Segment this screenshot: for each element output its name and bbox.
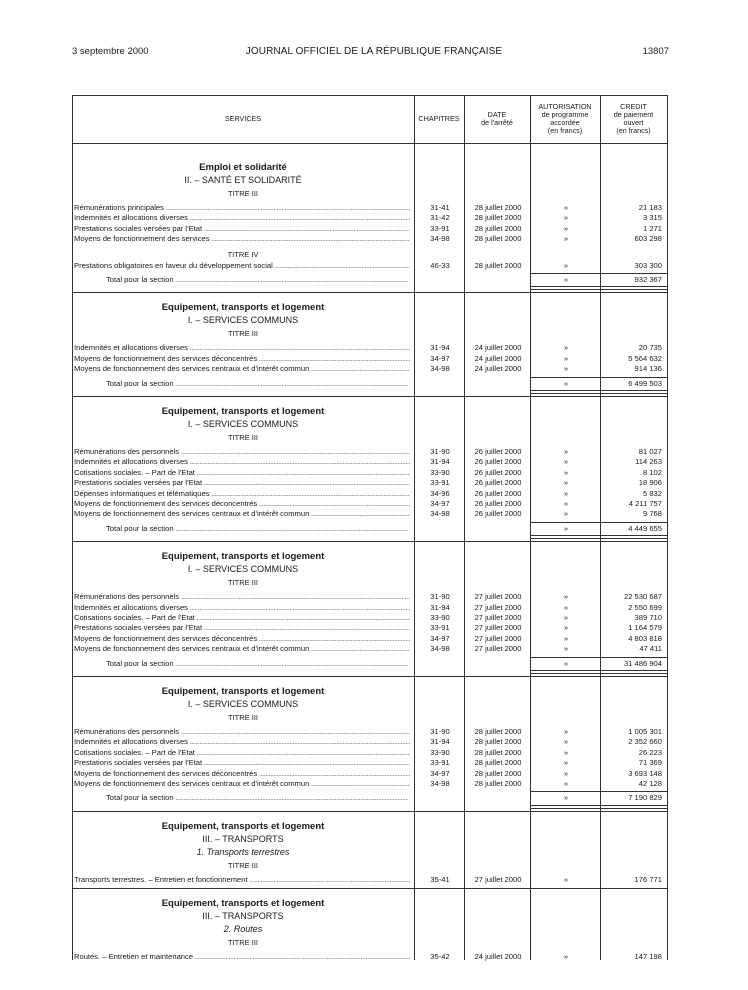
table-row [72, 758, 668, 768]
subtotal-rule [530, 273, 668, 274]
chapitre-cell: 34-98 [430, 234, 450, 244]
row-label: Rémunérations des personnels ..... [74, 727, 410, 737]
section-division-text: I. – SERVICES COMMUNS [187, 419, 299, 429]
row-label: Indemnités et allocations diverses ..... [74, 343, 410, 353]
autorisation-cell: » [563, 952, 569, 962]
date-cell: 26 juillet 2000 [474, 499, 522, 508]
credit-cell: 42 128 [638, 779, 662, 788]
date-cell: 28 juillet 2000 [474, 260, 522, 270]
section-titre [72, 576, 414, 589]
section-division-text: III. – TRANSPORTS [202, 833, 284, 844]
chapitre-cell: 33-90 [430, 467, 450, 477]
table-row [72, 468, 668, 478]
row-label: Moyens de fonctionnement des services déconcentrés ..... [74, 769, 410, 779]
autorisation-cell: » [563, 592, 569, 602]
section-separator [72, 811, 668, 812]
chapitre-cell: 34-98 [430, 364, 450, 374]
credit-cell: 114 263 [635, 457, 662, 467]
section-separator [72, 292, 668, 293]
table-row [72, 489, 668, 499]
date-cell: 26 juillet 2000 [474, 478, 522, 488]
autorisation-cell: » [563, 658, 569, 668]
table-row [72, 779, 668, 789]
table-row [72, 213, 668, 223]
autorisation-cell: » [563, 213, 569, 223]
chapitre-cell: 46-33 [430, 260, 450, 270]
section-subdivision [72, 923, 414, 936]
chapitre-cell: 34-97 [430, 353, 450, 363]
section-division-text: III. – TRANSPORTS [202, 911, 284, 922]
section-titre [72, 248, 414, 261]
table-row [72, 613, 668, 623]
row-label: Moyens de fonctionnement des services centraux et d'intérêt commun ..... [74, 509, 410, 519]
section-separator [72, 676, 668, 677]
chapitre-cell: 31-90 [430, 592, 450, 602]
autorisation-cell: » [563, 874, 569, 884]
date-cell: 28 juillet 2000 [474, 747, 522, 757]
table-row [72, 234, 668, 244]
autorisation-cell: » [563, 467, 569, 477]
chapitre-cell: 34-98 [430, 644, 450, 654]
credit-cell: 71 369 [638, 758, 662, 768]
row-label: Prestations sociales versées par l'Etat ..... [74, 758, 410, 768]
autorisation-cell: » [563, 275, 569, 284]
section-ministry-text: Equipement, transports et logement [161, 406, 325, 417]
row-label: Cotisations sociales. – Part de l'Etat ..... [74, 748, 410, 758]
table-row [72, 224, 668, 234]
chapitre-cell: 34-96 [430, 488, 450, 498]
row-label: Total pour la section ..... [106, 659, 408, 669]
section-subdivision-text: 1. Transports terrestres [196, 846, 290, 857]
section-ministry [72, 405, 414, 418]
credit-cell: 303 300 [634, 260, 662, 270]
table-row [72, 644, 668, 654]
section-separator [72, 888, 668, 889]
journal-title: JOURNAL OFFICIEL DE LA RÉPUBLIQUE FRANÇAISE [245, 46, 503, 57]
section-titre [72, 859, 414, 872]
date-cell: 28 juillet 2000 [474, 727, 522, 736]
row-label: Moyens de fonctionnement des services déconcentrés ..... [74, 499, 410, 509]
chapitre-cell: 35-41 [430, 874, 450, 884]
header-bottom-rule [72, 143, 668, 144]
table-row [72, 952, 668, 962]
row-label: Cotisations sociales. – Part de l'Etat ..... [74, 613, 410, 623]
date-cell: 24 juillet 2000 [474, 343, 522, 353]
table-row [72, 509, 668, 519]
autorisation-cell: » [563, 478, 569, 488]
section-ministry [72, 820, 414, 833]
chapitre-cell: 33-91 [430, 223, 450, 233]
row-label: Indemnités et allocations diverses ..... [74, 457, 410, 467]
chapitre-cell: 34-97 [430, 499, 450, 508]
chapitre-cell: 33-91 [430, 758, 450, 768]
section-titre-text: TITRE III [228, 713, 258, 722]
section-ministry-text: Equipement, transports et logement [161, 898, 325, 910]
autorisation-cell: » [563, 353, 569, 363]
total-double-rule [530, 535, 668, 539]
section-ministry-text: Emploi et solidarité [199, 162, 287, 173]
total-double-rule [530, 286, 668, 290]
subtotal-rule [530, 522, 668, 523]
date-cell: 24 juillet 2000 [474, 364, 522, 374]
credit-cell: 1 005 301 [628, 727, 662, 736]
chapitre-cell: 31-90 [430, 447, 450, 456]
row-label: Cotisations sociales. – Part de l'Etat ..... [74, 468, 410, 478]
section-ministry [72, 301, 414, 314]
credit-cell: 389 710 [634, 613, 662, 622]
table-row [72, 634, 668, 644]
autorisation-cell: » [563, 523, 569, 533]
section-subdivision [72, 846, 414, 859]
credits-table [72, 95, 668, 960]
autorisation-cell: » [563, 234, 569, 244]
total-double-rule [530, 390, 668, 394]
row-label: Indemnités et allocations diverses ..... [74, 737, 410, 747]
section-ministry-text: Equipement, transports et logement [161, 302, 325, 314]
date-cell: 27 juillet 2000 [474, 633, 522, 643]
credit-cell: 3 693 148 [628, 768, 662, 778]
chapitre-cell: 31-94 [430, 602, 450, 612]
date-cell: 26 juillet 2000 [474, 457, 522, 467]
credit-cell: 603 298 [634, 234, 662, 244]
credit-cell: 176 771 [634, 874, 662, 884]
credit-cell: 9 768 [642, 509, 662, 519]
column-header-services: SERVICES [224, 114, 262, 124]
row-label: Moyens de fonctionnement des services déconcentrés ..... [74, 634, 410, 644]
date-cell: 26 juillet 2000 [474, 467, 522, 477]
table-row [72, 875, 668, 885]
autorisation-cell: » [563, 488, 569, 498]
credit-cell: 5 564 632 [628, 353, 662, 363]
autorisation-cell: » [563, 260, 569, 270]
header-date: 3 septembre 2000 [72, 46, 149, 57]
autorisation-cell: » [563, 779, 569, 788]
credit-cell: 4 803 818 [628, 633, 662, 643]
total-row [72, 793, 668, 803]
chapitre-cell: 33-90 [430, 613, 450, 622]
section-division-text: I. – SERVICES COMMUNS [187, 564, 299, 575]
chapitre-cell: 33-91 [430, 623, 450, 633]
credit-cell: 7 190 829 [628, 793, 662, 803]
credit-cell: 6 499 503 [628, 378, 662, 388]
section-division-text: I. – SERVICES COMMUNS [187, 699, 299, 709]
table-row [72, 478, 668, 488]
section-ministry [72, 550, 414, 563]
section-division [72, 314, 414, 327]
date-cell: 28 juillet 2000 [474, 758, 522, 768]
credit-cell: 2 550 699 [628, 602, 662, 612]
section-ministry [72, 161, 414, 174]
chapitre-cell: 34-97 [430, 768, 450, 778]
table-row [72, 364, 668, 374]
autorisation-cell: » [563, 613, 569, 622]
section-ministry-text: Equipement, transports et logement [161, 551, 325, 563]
row-label: Indemnités et allocations diverses ..... [74, 213, 410, 223]
row-label: Moyens de fonctionnement des services déconcentrés ..... [74, 354, 410, 364]
section-titre [72, 711, 414, 724]
row-label: Indemnités et allocations diverses ..... [74, 603, 410, 613]
table-row [72, 592, 668, 602]
autorisation-cell: » [563, 378, 569, 388]
credit-cell: 932 367 [634, 275, 662, 284]
chapitre-cell: 34-98 [430, 509, 450, 519]
date-cell: 27 juillet 2000 [474, 592, 522, 602]
date-cell: 24 juillet 2000 [474, 952, 522, 962]
column-header-credit: CREDIT de paiement ouvert (en francs) [613, 102, 654, 135]
autorisation-cell: » [563, 364, 569, 374]
autorisation-cell: » [563, 644, 569, 654]
column-header-chapitres: CHAPITRES [418, 114, 460, 124]
section-titre-text: TITRE III [228, 329, 258, 339]
row-label: Prestations obligatoires en faveur du développement social ..... [74, 261, 410, 271]
credit-cell: 147 198 [634, 952, 662, 962]
section-ministry-text: Equipement, transports et logement [161, 820, 325, 832]
column-header-autorisation: AUTORISATION de programme accordée (en francs) [538, 102, 592, 135]
section-division [72, 833, 414, 846]
credit-cell: 4 449 655 [628, 523, 662, 533]
row-label: Moyens de fonctionnement des services centraux et d'intérêt commun ..... [74, 779, 410, 789]
row-label: Prestations sociales versées par l'Etat ..... [74, 478, 410, 488]
table-row [72, 354, 668, 364]
date-cell: 26 juillet 2000 [474, 447, 522, 456]
row-label: Rémunérations principales ..... [74, 203, 410, 213]
row-label: Total pour la section ..... [106, 524, 408, 534]
row-label: Total pour la section ..... [106, 793, 408, 803]
chapitre-cell: 35-42 [430, 952, 450, 962]
chapitre-cell: 31-42 [430, 213, 450, 223]
subtotal-rule [530, 791, 668, 792]
table-row [72, 457, 668, 467]
autorisation-cell: » [563, 509, 569, 519]
chapitre-cell: 34-98 [430, 779, 450, 788]
section-separator [72, 541, 668, 542]
credit-cell: 3 315 [642, 213, 662, 223]
section-ministry [72, 897, 414, 910]
date-cell: 28 juillet 2000 [474, 779, 522, 788]
table-row [72, 499, 668, 509]
date-cell: 24 juillet 2000 [474, 353, 522, 363]
table-row [72, 623, 668, 633]
credit-cell: 914 136 [634, 364, 662, 374]
page-number: 13807 [642, 46, 669, 57]
row-label: Moyens de fonctionnement des services centraux et d'intérêt commun ..... [74, 364, 410, 374]
total-row [72, 379, 668, 389]
chapitre-cell: 31-94 [430, 457, 450, 467]
section-ministry-text: Equipement, transports et logement [161, 686, 325, 697]
credit-cell: 1 164 579 [628, 623, 662, 633]
credit-cell: 21 183 [638, 203, 662, 212]
chapitre-cell: 33-91 [430, 478, 450, 488]
credit-cell: 20 735 [638, 343, 662, 353]
autorisation-cell: » [563, 602, 569, 612]
autorisation-cell: » [563, 737, 569, 747]
autorisation-cell: » [563, 793, 569, 803]
date-cell: 28 juillet 2000 [474, 203, 522, 212]
section-titre [72, 327, 414, 340]
total-row [72, 524, 668, 534]
section-titre-text: TITRE III [228, 578, 258, 588]
section-division [72, 418, 414, 431]
section-division-text: I. – SERVICES COMMUNS [187, 315, 299, 326]
autorisation-cell: » [563, 343, 569, 353]
date-cell: 27 juillet 2000 [474, 602, 522, 612]
autorisation-cell: » [563, 203, 569, 212]
table-row [72, 737, 668, 747]
row-label: Transports terrestres. – Entretien et fonctionnement ..... [74, 875, 410, 885]
subtotal-rule [530, 657, 668, 658]
row-label: Total pour la section ..... [106, 379, 408, 389]
credit-cell: 2 352 660 [628, 737, 662, 747]
autorisation-cell: » [563, 758, 569, 768]
subtotal-rule [530, 377, 668, 378]
autorisation-cell: » [563, 223, 569, 233]
section-titre-text: TITRE III [228, 433, 258, 442]
table-row [72, 343, 668, 353]
credit-cell: 18 906 [638, 478, 662, 488]
table-row [72, 261, 668, 271]
credit-cell: 47 411 [639, 644, 662, 654]
date-cell: 27 juillet 2000 [474, 644, 522, 654]
autorisation-cell: » [563, 633, 569, 643]
autorisation-cell: » [563, 499, 569, 508]
autorisation-cell: » [563, 747, 569, 757]
section-division [72, 910, 414, 923]
row-label: Rémunérations des personnels ..... [74, 447, 410, 457]
section-subdivision-text: 2. Routes [223, 924, 263, 935]
autorisation-cell: » [563, 768, 569, 778]
section-titre [72, 936, 414, 949]
date-cell: 28 juillet 2000 [474, 223, 522, 233]
total-row [72, 659, 668, 669]
chapitre-cell: 34-97 [430, 633, 450, 643]
table-row [72, 727, 668, 737]
row-label: Moyens de fonctionnement des services centraux et d'intérêt commun ..... [74, 644, 410, 654]
credit-cell: 1 271 [642, 223, 662, 233]
table-row [72, 447, 668, 457]
section-titre-text: TITRE III [228, 938, 258, 948]
section-division [72, 174, 414, 187]
date-cell: 28 juillet 2000 [474, 234, 522, 244]
chapitre-cell: 33-90 [430, 747, 450, 757]
chapitre-cell: 31-41 [430, 203, 450, 212]
section-division [72, 563, 414, 576]
chapitre-cell: 31-90 [430, 727, 450, 736]
credit-cell: 31 486 904 [623, 658, 662, 668]
credit-cell: 4 211 757 [628, 499, 662, 508]
autorisation-cell: » [563, 447, 569, 456]
row-label: Total pour la section ..... [106, 275, 408, 285]
date-cell: 27 juillet 2000 [474, 623, 522, 633]
total-row [72, 275, 668, 285]
section-division [72, 698, 414, 711]
row-label: Routes. – Entretien et maintenance ..... [74, 952, 410, 962]
autorisation-cell: » [563, 623, 569, 633]
date-cell: 28 juillet 2000 [474, 213, 522, 223]
section-ministry [72, 685, 414, 698]
credit-cell: 8 102 [642, 467, 662, 477]
table-row [72, 748, 668, 758]
credit-cell: 81 027 [638, 447, 662, 456]
section-titre [72, 187, 414, 200]
chapitre-cell: 31-94 [430, 737, 450, 747]
date-cell: 27 juillet 2000 [474, 613, 522, 622]
date-cell: 28 juillet 2000 [474, 737, 522, 747]
row-label: Moyens de fonctionnement des services ..... [74, 234, 410, 244]
section-titre-text: TITRE IV [227, 249, 259, 259]
total-double-rule [530, 805, 668, 809]
section-division-text: II. – SANTÉ ET SOLIDARITÉ [184, 175, 302, 185]
section-titre [72, 431, 414, 444]
chapitre-cell: 31-94 [430, 343, 450, 353]
section-titre-text: TITRE III [228, 860, 258, 870]
date-cell: 27 juillet 2000 [474, 874, 522, 884]
total-double-rule [530, 670, 668, 674]
table-row [72, 203, 668, 213]
section-separator [72, 396, 668, 397]
date-cell: 26 juillet 2000 [474, 488, 522, 498]
section-titre-text: TITRE III [228, 189, 258, 198]
row-label: Prestations sociales versées par l'Etat ..... [74, 623, 410, 633]
credit-cell: 22 530 687 [623, 592, 662, 602]
column-header-date: DATE de l'arrêté [481, 110, 513, 127]
autorisation-cell: » [563, 727, 569, 736]
row-label: Rémunérations des personnels ..... [74, 592, 410, 602]
autorisation-cell: » [563, 457, 569, 467]
row-label: Dépenses informatiques et télématiques ..... [74, 489, 410, 499]
row-label: Prestations sociales versées par l'Etat ..... [74, 224, 410, 234]
table-row [72, 769, 668, 779]
date-cell: 28 juillet 2000 [474, 768, 522, 778]
credit-cell: 26 223 [638, 747, 662, 757]
date-cell: 26 juillet 2000 [474, 509, 522, 519]
table-row [72, 603, 668, 613]
credit-cell: 5 832 [642, 488, 662, 498]
